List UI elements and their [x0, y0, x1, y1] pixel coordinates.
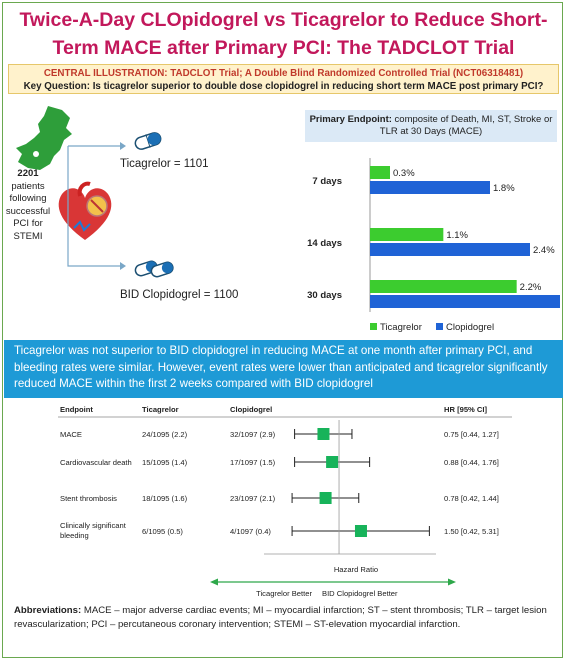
- randomization-arrows: [66, 142, 126, 272]
- bar-ticagrelor-2: [370, 280, 517, 293]
- favor-arrow-left-head: [210, 579, 218, 586]
- ticagrelor-arm: Ticagrelor = 1101: [120, 158, 209, 170]
- favor-arrow-right-head: [448, 579, 456, 586]
- forest-header: HR [95% CI]: [444, 405, 488, 414]
- event-rate-bar-chart: [290, 150, 560, 340]
- primary-endpoint-box: [305, 110, 557, 142]
- forest-x-label: Hazard Ratio: [333, 565, 379, 574]
- bar-category-label: 14 days: [307, 238, 342, 249]
- conclusion-text: Ticagrelor was not superior to BID clopidogrel in reducing MACE at one month after primary PCI, and bleeding rates were similar. However, event rates were lower than anticipated and ticagrelor significantly reduced MACE within the first 2 weeks compared with BID clopidogrel: [4, 340, 563, 398]
- forest-endpoint-label: Stent thrombosis: [60, 494, 117, 503]
- page-title: Twice-A-Day CLOpidogrel vs Ticagrelor to Reduce Short-Term MACE after Primary PCI: The TADCLOT Trial: [19, 9, 548, 59]
- forest-hr-marker: [355, 525, 367, 537]
- forest-clopidogrel-events: 23/1097 (2.1): [230, 494, 276, 503]
- bar-category-label: 7 days: [312, 176, 342, 187]
- forest-hr-text: 0.75 [0.44, 1.27]: [444, 430, 499, 439]
- forest-plot: [50, 398, 520, 602]
- forest-ticagrelor-events: 15/1095 (1.4): [142, 458, 188, 467]
- legend-swatch-ticagrelor: [370, 323, 377, 330]
- abbreviations: [14, 604, 559, 631]
- bar-clopidogrel-2: [370, 295, 560, 308]
- bar-data-label: 1.1%: [446, 230, 468, 241]
- forest-clopidogrel-events: 4/1097 (0.4): [230, 527, 271, 536]
- forest-hr-marker: [320, 492, 332, 504]
- forest-hr-text: 0.88 [0.44, 1.76]: [444, 458, 499, 467]
- legend-label-clopidogrel: Clopidogrel: [446, 322, 495, 333]
- abbreviations-text: MACE – major adverse cardiac events; MI – myocardial infarction; ST – stent thrombosis; TLR – target lesion revascularization; PCI – percutaneous coronary intervention; STEMI – ST-elevation myocardial infarction.: [14, 605, 547, 630]
- bar-data-label: 1.8%: [493, 183, 515, 194]
- forest-hr-marker: [326, 456, 338, 468]
- forest-endpoint-label: Cardiovascular death: [60, 458, 132, 467]
- ticagrelor-pill-icon: [134, 132, 164, 150]
- forest-hr-text: 1.50 [0.42, 5.31]: [444, 527, 499, 536]
- study-design-panel: [0, 98, 290, 338]
- favor-right-label: BID Clopidogrel Better: [322, 589, 398, 598]
- bar-data-label: 2.4%: [533, 245, 555, 256]
- clopidogrel-pill-icon: [134, 258, 174, 280]
- abbreviations-label: Abbreviations:: [14, 605, 82, 616]
- forest-clopidogrel-events: 17/1097 (1.5): [230, 458, 276, 467]
- central-illustration-banner: [8, 64, 559, 94]
- forest-ticagrelor-events: 6/1095 (0.5): [142, 527, 183, 536]
- favor-left-label: Ticagrelor Better: [256, 589, 312, 598]
- primary-endpoint-text: composite of Death, MI, ST, Stroke or TLR at 30 Days (MACE): [379, 114, 553, 137]
- legend-label-ticagrelor: Ticagrelor: [380, 322, 422, 333]
- forest-endpoint-label: MACE: [60, 430, 82, 439]
- bar-ticagrelor-1: [370, 228, 443, 241]
- bar-data-label: 0.3%: [393, 168, 415, 179]
- patients-summary: [2, 168, 54, 243]
- forest-header: Clopidogrel: [230, 405, 273, 414]
- primary-endpoint-label: Primary Endpoint:: [309, 114, 392, 125]
- bar-clopidogrel-1: [370, 243, 530, 256]
- bar-clopidogrel-0: [370, 181, 490, 194]
- bar-category-label: 30 days: [307, 290, 342, 301]
- patients-count: 2201: [17, 168, 39, 179]
- forest-hr-marker: [317, 428, 329, 440]
- forest-header: Endpoint: [60, 405, 93, 414]
- forest-clopidogrel-events: 32/1097 (2.9): [230, 430, 276, 439]
- key-question: Key Question: Is ticagrelor superior to double dose clopidogrel in reducing short term MACE post primary PCI?: [23, 81, 544, 92]
- bar-data-label: 2.2%: [519, 282, 542, 293]
- clopidogrel-arm: BID Clopidogrel = 1100: [120, 289, 239, 301]
- forest-header: Ticagrelor: [142, 405, 179, 414]
- forest-endpoint-label: Clinically significant bleeding: [60, 521, 126, 540]
- forest-hr-text: 0.78 [0.42, 1.44]: [444, 494, 499, 503]
- bar-ticagrelor-0: [370, 166, 390, 179]
- legend-swatch-clopidogrel: [436, 323, 443, 330]
- central-illustration-label: CENTRAL ILLUSTRATION: TADCLOT Trial; A Double Blind Randomized Controlled Trial (NCT06318481): [43, 68, 524, 79]
- patients-description: patients following successful PCI for STEMI: [5, 180, 51, 242]
- forest-ticagrelor-events: 18/1095 (1.6): [142, 494, 188, 503]
- forest-ticagrelor-events: 24/1095 (2.2): [142, 430, 188, 439]
